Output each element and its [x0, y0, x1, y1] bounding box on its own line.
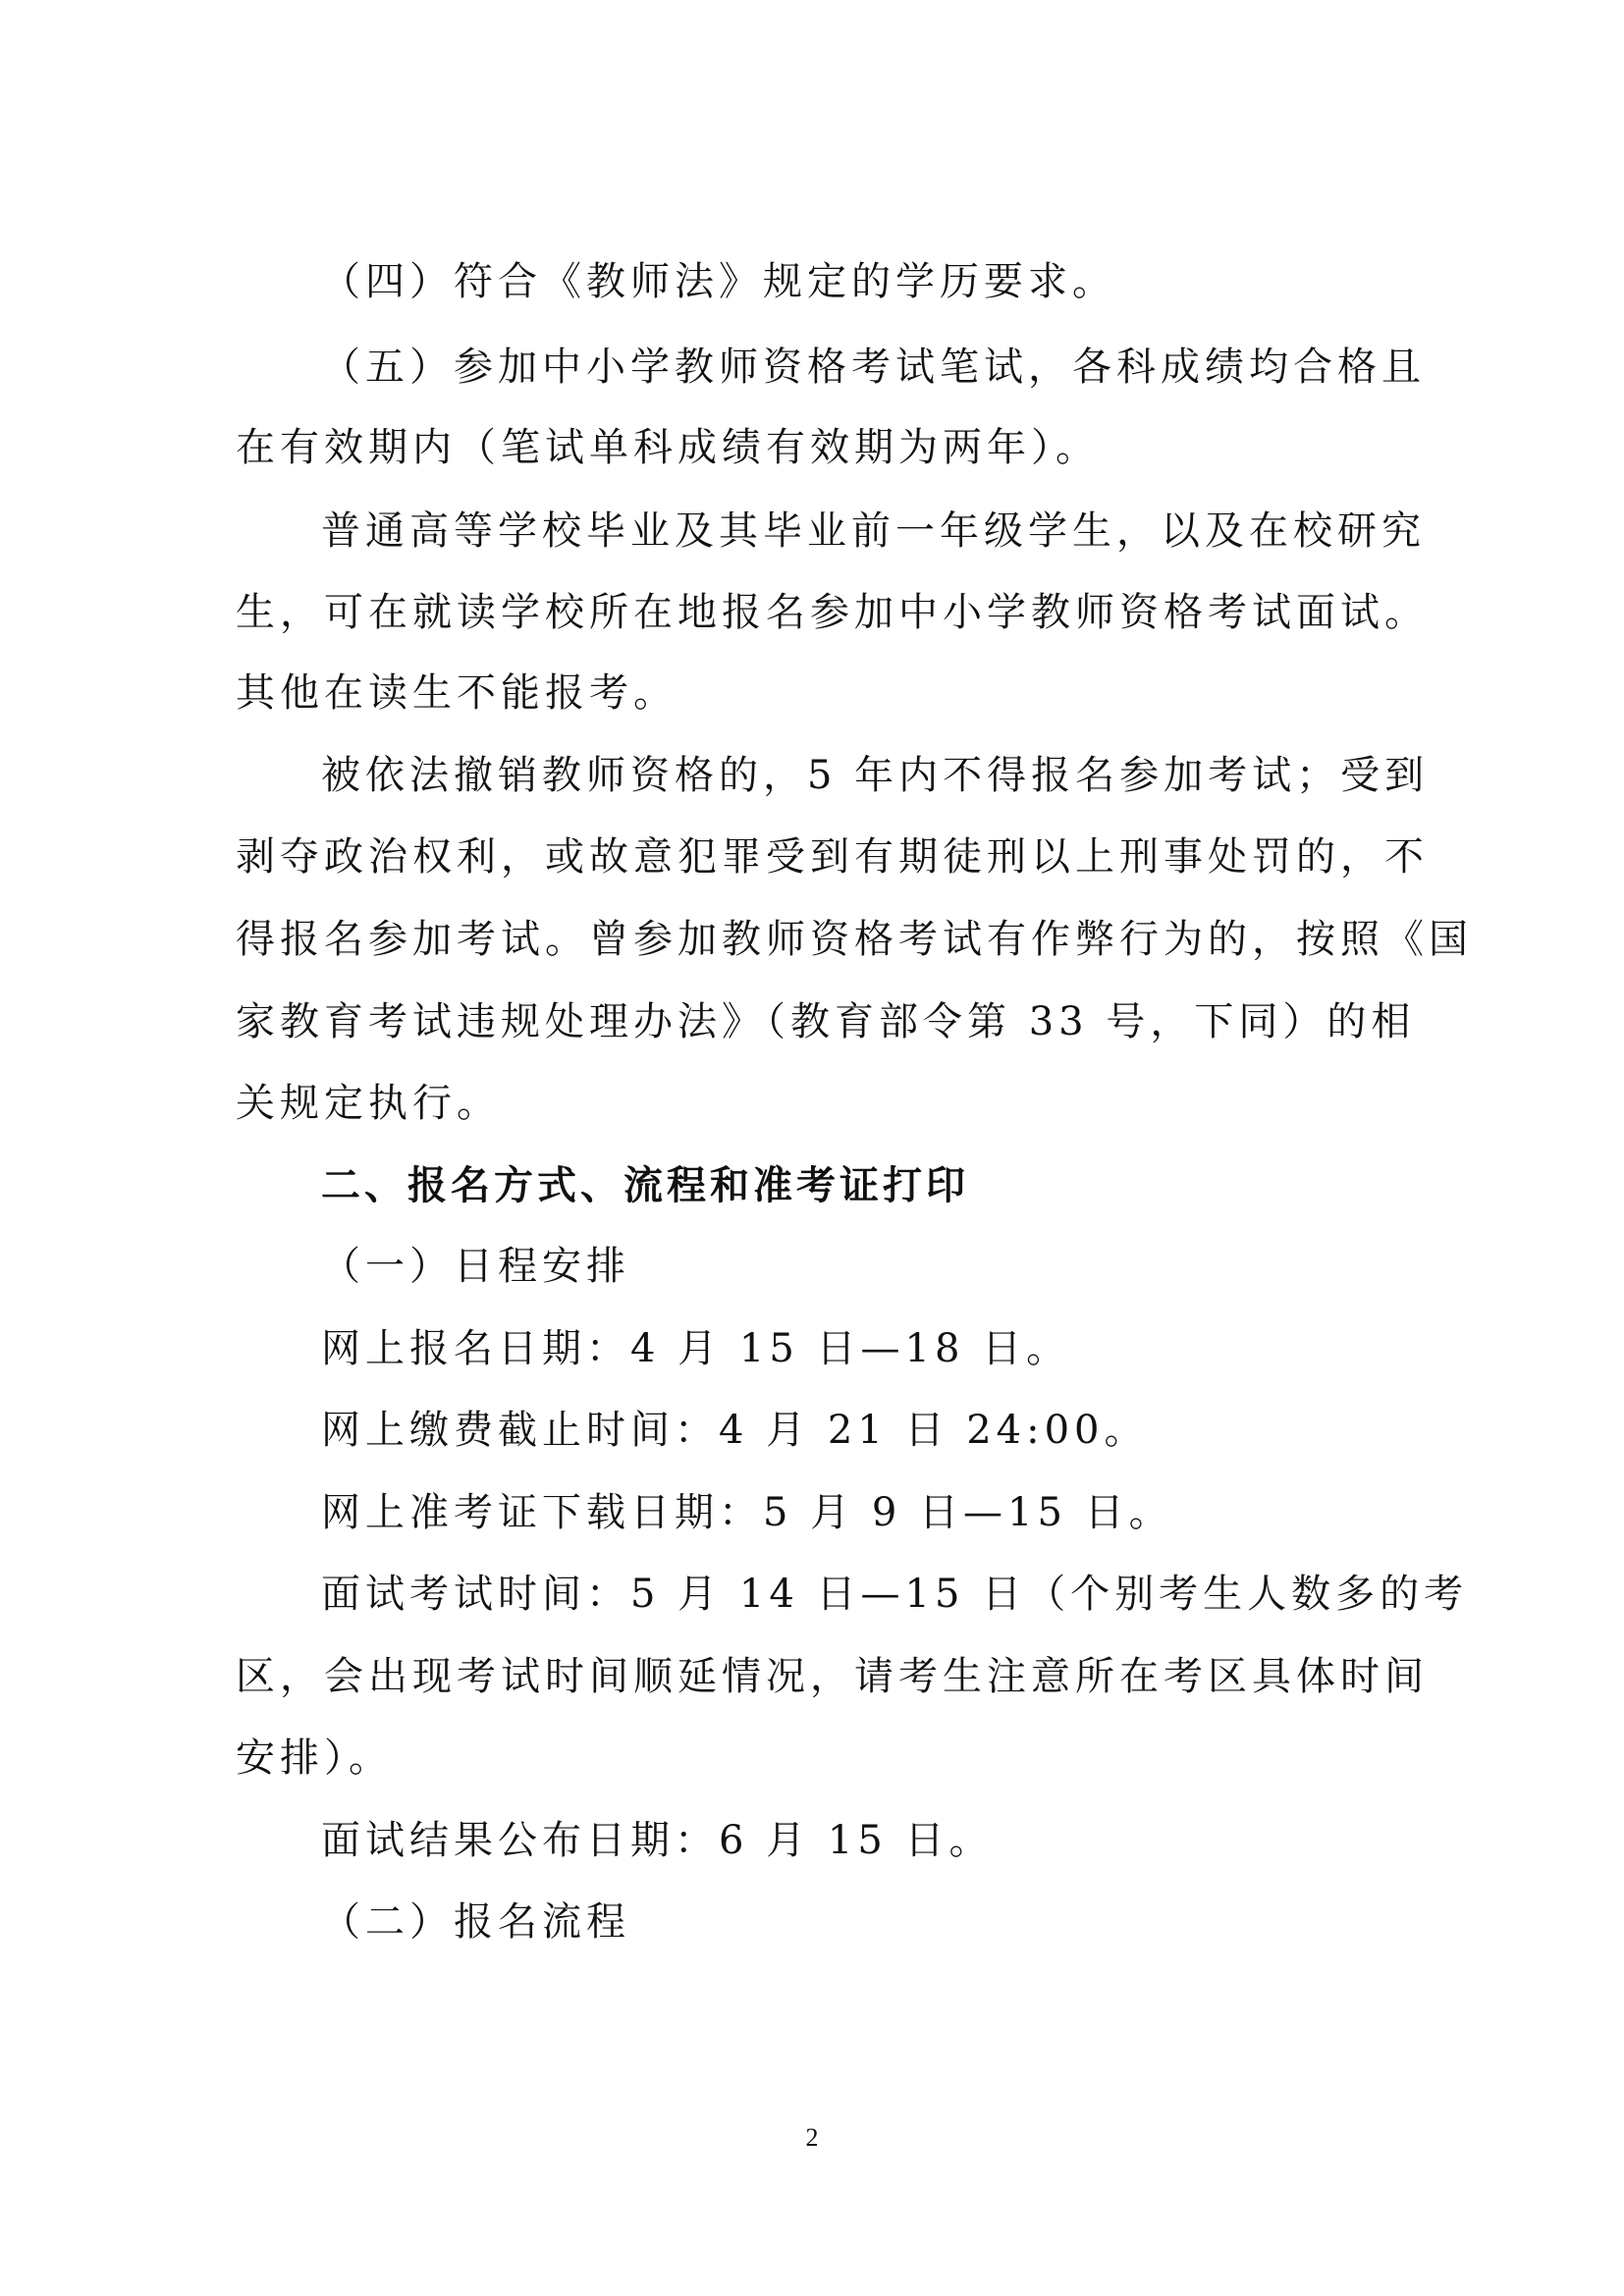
subheading-registration-process: （二）报名流程	[321, 1899, 630, 1945]
schedule-admission-ticket: 网上准考证下载日期：5 月 9 日—15 日。	[321, 1490, 1173, 1535]
schedule-online-registration: 网上报名日期：4 月 15 日—18 日。	[321, 1326, 1071, 1371]
paragraph-revoked-line-3: 得报名参加考试。曾参加教师资格考试有作弊行为的，按照《国	[236, 917, 1473, 962]
paragraph-revoked-line-1: 被依法撤销教师资格的，5 年内不得报名参加考试；受到	[321, 753, 1430, 798]
schedule-interview-time-line-2: 区，会出现考试时间顺延情况，请考生注意所在考区具体时间	[236, 1654, 1429, 1699]
page-number: 2	[805, 2123, 819, 2152]
section-heading-registration: 二、报名方式、流程和准考证打印	[321, 1163, 969, 1208]
subheading-schedule: （一）日程安排	[321, 1244, 630, 1289]
paragraph-students-line-1: 普通高等学校毕业及其毕业前一年级学生，以及在校研究	[321, 508, 1426, 554]
schedule-interview-time-line-3: 安排）。	[236, 1735, 393, 1781]
paragraph-students-line-3: 其他在读生不能报考。	[236, 670, 677, 716]
paragraph-item-5-line-2: 在有效期内（笔试单科成绩有效期为两年）。	[236, 425, 1100, 470]
paragraph-revoked-line-4: 家教育考试违规处理办法》（教育部令第 33 号，下同）的相	[236, 999, 1416, 1044]
paragraph-revoked-line-2: 剥夺政治权利，或故意犯罪受到有期徒刑以上刑事处罚的，不	[236, 834, 1429, 880]
paragraph-item-4: （四）符合《教师法》规定的学历要求。	[321, 259, 1116, 304]
schedule-payment-deadline: 网上缴费截止时间：4 月 21 日 24:00。	[321, 1408, 1149, 1453]
paragraph-students-line-2: 生，可在就读学校所在地报名参加中小学教师资格考试面试。	[236, 590, 1429, 635]
paragraph-revoked-line-5: 关规定执行。	[236, 1081, 501, 1126]
schedule-interview-time-line-1: 面试考试时间：5 月 14 日—15 日（个别考生人数多的考	[321, 1572, 1469, 1617]
schedule-result-date: 面试结果公布日期：6 月 15 日。	[321, 1818, 994, 1863]
paragraph-item-5-line-1: （五）参加中小学教师资格考试笔试，各科成绩均合格且	[321, 345, 1426, 390]
